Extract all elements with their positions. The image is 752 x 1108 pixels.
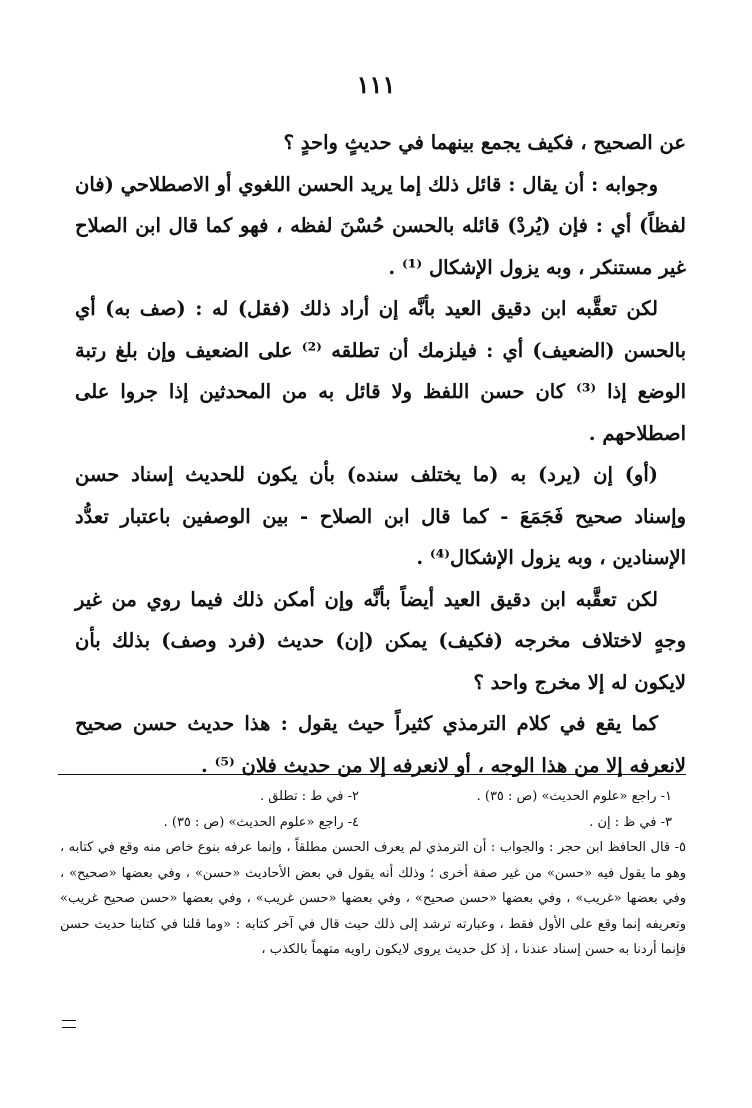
- paragraph-3: لكن تعقَّبه ابن دقيق العيد بأنَّه إن أراد ذلك (فقل) له : (صف به) أي بالحسن (الضعيف) أي : فيلزمك أن تطلقه ⁽²⁾ على الضعيف وإن بلغ رتبة الوضع إذا ⁽³⁾ كان حسن اللفظ ولا قائل به من المحدثين إذا جروا على اصطلاحهم .: [75, 297, 686, 445]
- footnote-row-1: [60, 784, 686, 810]
- footnote-3: ٣- في ظ : إن .: [589, 814, 672, 830]
- footnote-5: [60, 835, 686, 963]
- footnote-5-body: أن الترمذي لم يعرف الحسن مطلقاً ، وإنما عرفه بنوع خاص منه وقع في كتابه ، وهو ما يقول فيه «حسن» من غير صفة أخرى ؛ وذلك أنه يقول في بعض الأحاديث «حسن» ، وفي بعضها «صحيح» ، وفي بعضها «غريب» ، وفي بعضها «حسن صحيح» ، وفي بعضها «حسن غريب» ، وفي بعضها «حسن صحيح غريب» وتعريفه إنما وقع على الأول فقط ، وعبارته ترشد إلى ذلك حيث قال في آخر كتابه : «وما قلنا في كتابنا حديث حسن فإنما أردنا به حسن إسناد عندنا ، إذ كل حديث يروى لايكون راويه متهماً بالكذب ،: [60, 840, 686, 957]
- paragraph-2: وجوابه : أن يقال : قائل ذلك إما يريد الحسن اللغوي أو الاصطلاحي (فان لفظاً) أي : فإن (يُردْ) قائله بالحسن حُسْنَ لفظه ، فهو كما قال ابن الصلاح غير مستنكر ، وبه يزول الإشكال ⁽¹⁾ .: [75, 172, 686, 279]
- footnote-2: ٢- في ط : تطلق .: [259, 789, 359, 804]
- footnote-divider: [58, 774, 686, 775]
- continuation-mark: [62, 1020, 76, 1028]
- paragraph-6: كما يقع في كلام الترمذي كثيراً حيث يقول : هذا حديث حسن صحيح لانعرفه إلا من هذا الوجه ، أو لانعرفه إلا من حديث فلان ⁽⁵⁾ .: [75, 712, 686, 777]
- paragraph-5: لكن تعقَّبه ابن دقيق العيد أيضاً بأنَّه وإن أمكن ذلك فيما روي من غير وجهٍ لاختلاف مخرجه (فكيف) يمكن (إن) حديث (فرد وصف) بذلك بأن لايكون له إلا مخرج واحد ؟: [75, 587, 687, 694]
- footnote-1: ١- راجع «علوم الحديث» (ص : ٣٥) .: [476, 789, 672, 804]
- paragraph-4: (أو) إن (يرد) به (ما يختلف سنده) بأن يكون للحديث إسناد حسن وإسناد صحيح فَجَمَعَ - كما قال ابن الصلاح - بين الوصفين باعتبار تعدُّد الإسنادين ، وبه يزول الإشكال⁽⁴⁾ .: [75, 463, 686, 569]
- paragraph-1: عن الصحيح ، فكيف يجمع بينهما في حديثٍ واحدٍ ؟: [283, 131, 686, 154]
- main-text: [75, 122, 686, 786]
- footnote-row-2: [60, 810, 686, 836]
- footnote-4: ٤- راجع «علوم الحديث» (ص : ٣٥) .: [163, 814, 359, 830]
- page-number: ١١١: [356, 70, 396, 99]
- footnotes: [60, 784, 686, 963]
- footnote-5-lead: ٥- قال الحافظ ابن حجر : والجواب :: [490, 840, 687, 855]
